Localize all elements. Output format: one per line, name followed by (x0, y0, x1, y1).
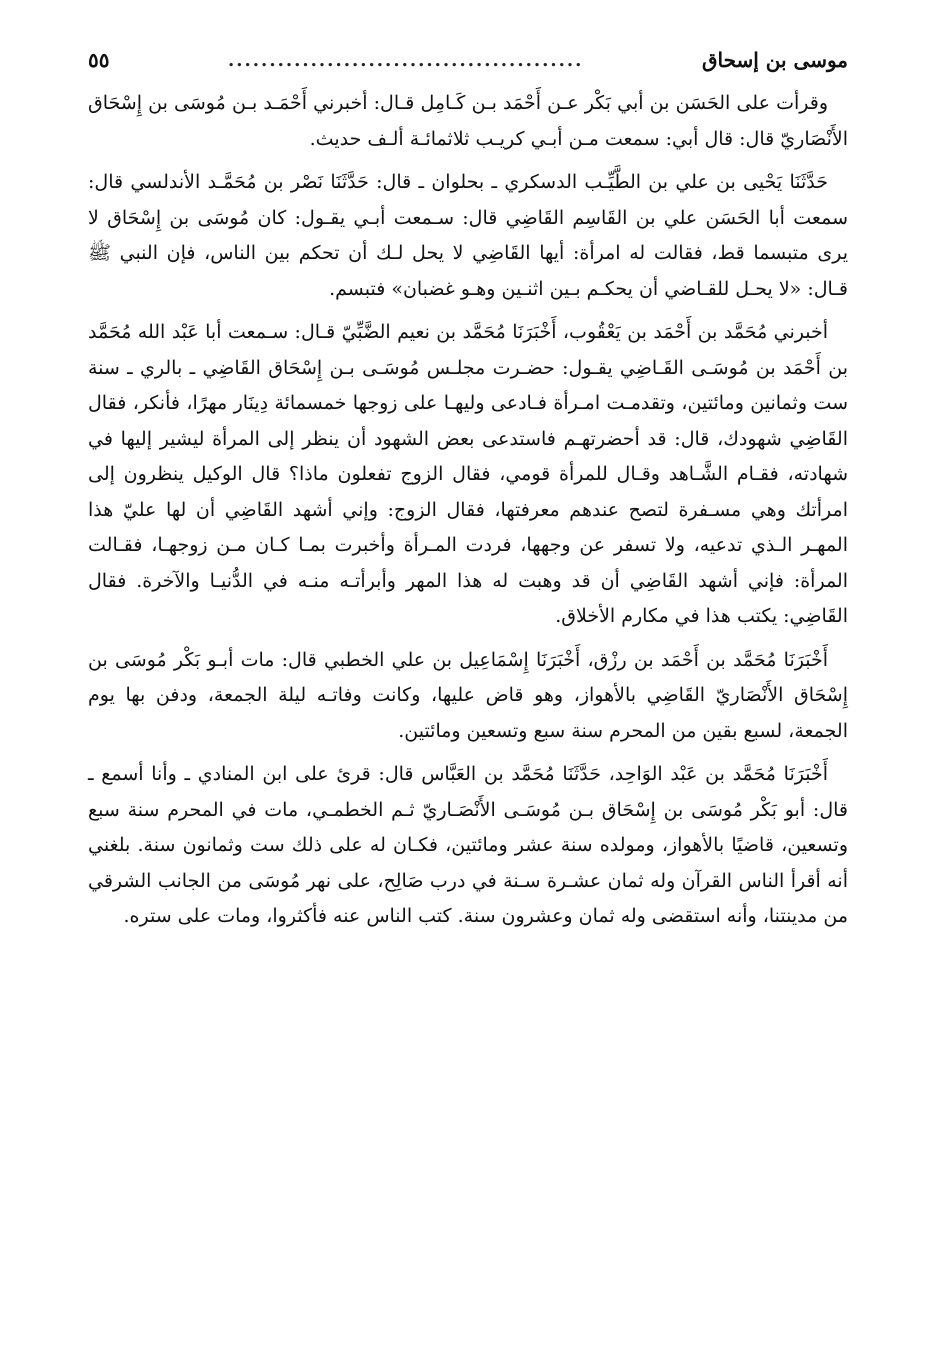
page-number: ٥٥ (88, 48, 110, 72)
running-header (88, 40, 848, 80)
paragraph: أَخْبَرَنَا مُحَمَّد بن أَحْمَد بن رزْق، أَخْبَرَنَا إِسْمَاعِيل بن علي الخطبي قال: مات أبـو بَكْر مُوسَى بن إِسْحَاق الأَنْصَاريّ القَاضِي بالأهواز، وهو قاض عليها، وكانت وفاتـه ليلة الجمعة، ودفن بها يوم الجمعة، لسبع بقين من المحرم سنة سبع وتسعين ومائتين. (88, 648, 848, 742)
book-page (88, 40, 848, 1340)
paragraph: أخبرني مُحَمَّد بن أَحْمَد بن يَعْقُوب، أَخْبَرَنَا مُحَمَّد بن نعيم الضَّبِّيّ قـال: سـمعت أبا عَبْد الله مُحَمَّد بن أَحْمَد بن مُوسَـى القَـاضِي يقـول: حضـرت مجلـس مُوسَـى بـن إِسْحَاق القَاضِي ـ بالري ـ سنة ست وثمانين ومائتين، وتقدمـت امـرأة فـادعى وليهـا على زوجها خمسمائة دِينَار مهرًا، فأنكر، فقال القَاضِي شهودك، قال: قد أحضرتهـم فاستدعى بعض الشهود أن ينظر إلى المرأة ليشير إليها في شهادته، فقـام الشَّـاهد وقـال للمرأة قومي، فقال الزوج تفعلون ماذا؟ قال الوكيل ينظرون إلى امرأتك وهي مسـفرة لتصح عندهم معرفتها، فقال الزوج: وإني أشهد القَاضِي أن لها عليّ هذا المهـر الـذي تدعيه، ولا تسفر عن وجهها، فردت المـرأة وأخبرت بمـا كـان مـن زوجهـا، فقـالت المرأة: فإني أشهد القَاضِي أن قد وهبت له هذا المهر وأبرأتـه منـه في الدُّنيـا والآخرة. فقال القَاضِي: يكتب هذا في مكارم الأخلاق. (88, 321, 848, 627)
paragraph: أَخْبَرَنَا مُحَمَّد بن عَبْد الوَاحِد، حَدَّثَنَا مُحَمَّد بن العَبَّاس قال: قرئ على ابن المنادي ـ وأنا أسمع ـ قال: أبو بَكْر مُوسَى بن إِسْحَاق بـن مُوسَـى الأَنْصَـاريّ ثـم الخطمـي، مات في المحرم سنة سبع وتسعين، قاضيًا بالأهواز، ومولده سنة عشر ومائتين، فكـان له على ذلك ست وثمانون سنة. بلغني أنه أقرأ الناس القرآن وله ثمان عشـرة سـنة في درب صَالِح، على نهر مُوسَى من الجانب الشرقي من مدينتنا، وأنه استقضى وله ثمان وعشرون سنة. كتب الناس عنه فأكثروا، ومات على ستره. (88, 763, 848, 927)
leader-dots: ........................................... (227, 49, 584, 71)
paragraph: وقرأت على الحَسَن بن أبي بَكْر عـن أَحْمَد بـن كَـامِل قـال: أخبرني أَحْمَـد بـن مُوسَى بن إِسْحَاق الأَنْصَاريّ قال: قال أبي: سمعت مـن أبـي كريـب ثلاثمائـة ألـف حديث. (88, 92, 848, 150)
paragraph: حَدَّثَنَا يَحْيى بن علي بن الطَّيِّـب الدسكري ـ بحلوان ـ قال: حَدَّثَنَا نَصْر بن مُحَمَّـد الأندلسي قال: سمعت أبا الحَسَن علي بن القَاسِم القَاضِي قال: سـمعت أبـي يقـول: كان مُوسَى بن إِسْحَاق لا يرى متبسما قط، فقالت له امرأة: أيها القَاضِي لا يحل لـك أن تحكم بين الناس، فإن النبي ﷺ قـال: «لا يحـل للقـاضي أن يحكـم بـين اثنـين وهـو غضبان» فتبسم. (88, 171, 848, 300)
chapter-title: موسى بن إسحاق (701, 48, 848, 72)
